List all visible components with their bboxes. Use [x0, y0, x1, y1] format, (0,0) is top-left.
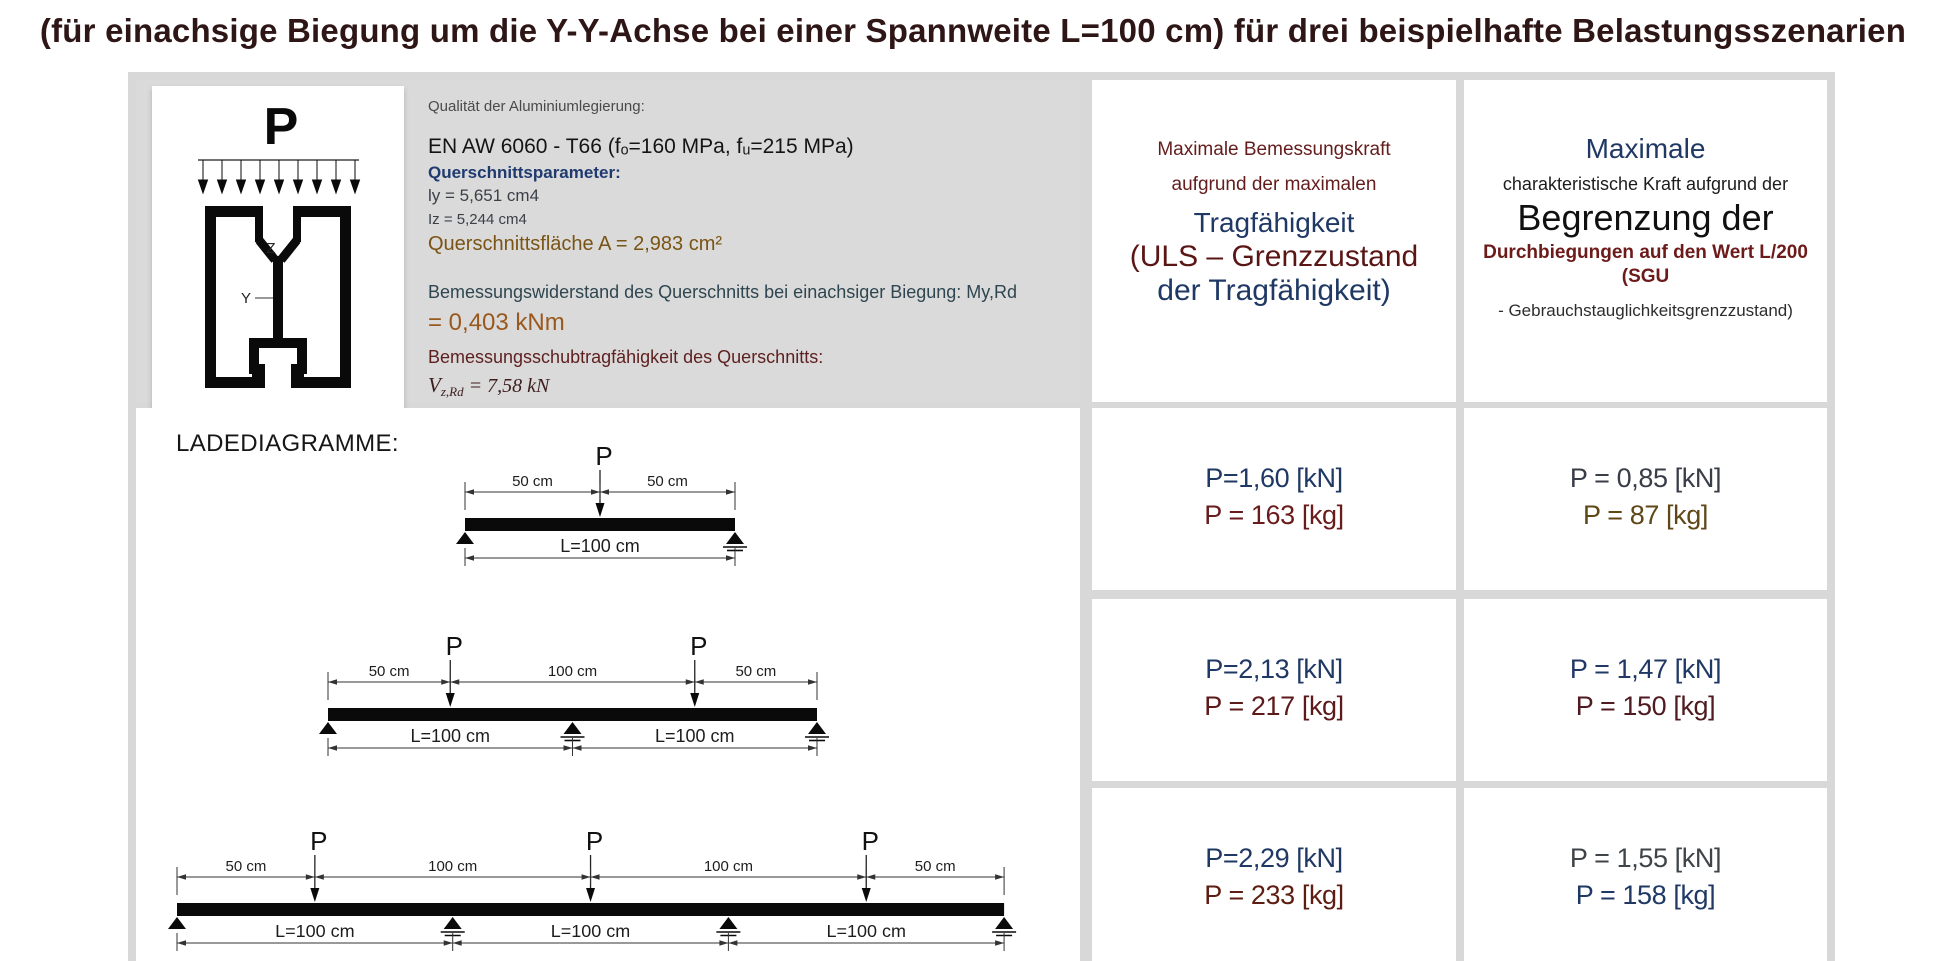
moment-of-inertia-z: Iz = 5,244 cm4 — [428, 211, 527, 228]
cross-section-drawing — [153, 86, 403, 402]
load-diagrams-heading: LADEDIAGRAMME: — [176, 430, 399, 457]
bending-resistance-label: Bemessungswiderstand des Querschnitts bei einachsiger Biegung: My,Rd — [428, 282, 1017, 302]
sls-header-line5: - Gebrauchstauglichkeitsgrenzzustand) — [1498, 301, 1793, 320]
point-load-label: P — [690, 631, 708, 661]
dimension-label: 100 cm — [428, 858, 478, 876]
sls-header-line3: Begrenzung der — [1517, 197, 1774, 238]
sls-header-line1: Maximale — [1585, 133, 1706, 164]
shear-resistance-label: Bemessungsschubtragfähigkeit des Querschnitts: — [428, 347, 824, 367]
cross-section-area: Querschnittsfläche A = 2,983 cm² — [428, 233, 723, 255]
result-kn-value: P=2,13 [kN] — [1205, 654, 1343, 684]
result-kg-value: P = 150 [kg] — [1575, 691, 1716, 721]
uls-header-line3: Tragfähigkeit — [1193, 207, 1355, 238]
dimension-label: 50 cm — [512, 473, 553, 490]
distributed-load-label: P — [263, 98, 299, 156]
result-uls-scenario1 — [1092, 408, 1456, 590]
results-table — [128, 72, 1835, 961]
section-parameters-label: Querschnittsparameter: — [428, 163, 621, 182]
dimension-label: 50 cm — [647, 473, 688, 490]
dimension-label: 50 cm — [914, 858, 956, 876]
axis-z-label: Z — [266, 240, 276, 257]
dimension-label: L=100 cm — [275, 920, 355, 941]
shear-resistance-value — [428, 373, 1068, 400]
axis-y-label: Y — [240, 290, 251, 307]
point-load-label: P — [861, 826, 879, 857]
load-diagram-2 — [298, 630, 847, 769]
result-kn-value: P = 1,47 [kN] — [1569, 654, 1722, 684]
section-properties-text — [428, 98, 1068, 400]
header-uls-column — [1092, 80, 1456, 402]
point-load-label: P — [445, 631, 463, 661]
dimension-label: L=100 cm — [560, 536, 640, 556]
uls-header-line5: der Tragfähigkeit) — [1157, 274, 1391, 307]
result-kn-value: P = 1,55 [kN] — [1569, 843, 1722, 873]
result-kn-value: P=1,60 [kN] — [1205, 463, 1343, 493]
shear-number: = 7,58 kN — [463, 375, 550, 397]
result-sls-scenario3 — [1464, 788, 1827, 961]
result-kg-value: P = 87 [kg] — [1583, 500, 1708, 530]
page-title: (für einachsige Biegung um die Y-Y-Achse bei einer Spannweite L=100 cm) für drei beispielhafte Belastungsszenarien — [39, 12, 1907, 49]
alloy-designation: EN AW 6060 - T66 (fₒ=160 MPa, fᵤ=215 MPa) — [428, 135, 854, 158]
result-kg-value: P = 233 [kg] — [1204, 880, 1344, 910]
uls-header-line1: Maximale Bemessungskraft — [1157, 139, 1391, 160]
point-load-label: P — [585, 826, 604, 857]
aluminium-profile-shape — [205, 206, 351, 388]
result-sls-scenario2 — [1464, 599, 1827, 781]
dimension-label: 50 cm — [368, 663, 410, 680]
result-uls-scenario3 — [1092, 788, 1456, 961]
result-kg-value: P = 158 [kg] — [1575, 880, 1716, 910]
sls-header-line4: Durchbiegungen auf den Wert L/200 (SGU — [1483, 242, 1808, 287]
bending-resistance-value: = 0,403 kNm — [428, 309, 565, 336]
uls-header-line4: (ULS – Grenzzustand — [1129, 240, 1419, 273]
load-diagrams-cell — [136, 408, 1080, 961]
result-kg-value: P = 217 [kg] — [1204, 691, 1344, 721]
load-arrows — [199, 160, 360, 193]
load-diagram-3 — [147, 825, 1034, 961]
dimension-label: L=100 cm — [826, 920, 906, 941]
moment-of-inertia-y: ly = 5,651 cm4 — [428, 186, 540, 205]
result-uls-scenario2 — [1092, 599, 1456, 781]
cross-section-image — [152, 86, 404, 410]
result-sls-scenario1 — [1464, 408, 1827, 590]
shear-symbol: V — [428, 373, 441, 397]
section-info-cell — [136, 80, 1080, 402]
result-kn-value: P = 0,85 [kN] — [1569, 463, 1722, 493]
sls-header-line2: charakteristische Kraft aufgrund der — [1502, 174, 1789, 194]
alloy-quality-label: Qualität der Aluminiumlegierung: — [428, 98, 645, 115]
dimension-label: L=100 cm — [410, 726, 491, 746]
dimension-label: 50 cm — [225, 858, 267, 876]
dimension-label: 50 cm — [735, 663, 777, 680]
result-kn-value: P=2,29 [kN] — [1205, 843, 1343, 873]
point-load-label: P — [310, 826, 328, 857]
header-sls-column — [1464, 80, 1827, 402]
point-load-label: P — [595, 441, 613, 471]
dimension-label: L=100 cm — [654, 726, 735, 746]
result-kg-value: P = 163 [kg] — [1204, 500, 1344, 530]
dimension-label: L=100 cm — [550, 920, 631, 941]
load-diagram-1 — [435, 440, 765, 579]
shear-subscript: z,Rd — [440, 384, 464, 399]
dimension-label: 100 cm — [703, 858, 753, 876]
uls-header-line2: aufgrund der maximalen — [1171, 174, 1377, 195]
dimension-label: 100 cm — [547, 663, 598, 680]
